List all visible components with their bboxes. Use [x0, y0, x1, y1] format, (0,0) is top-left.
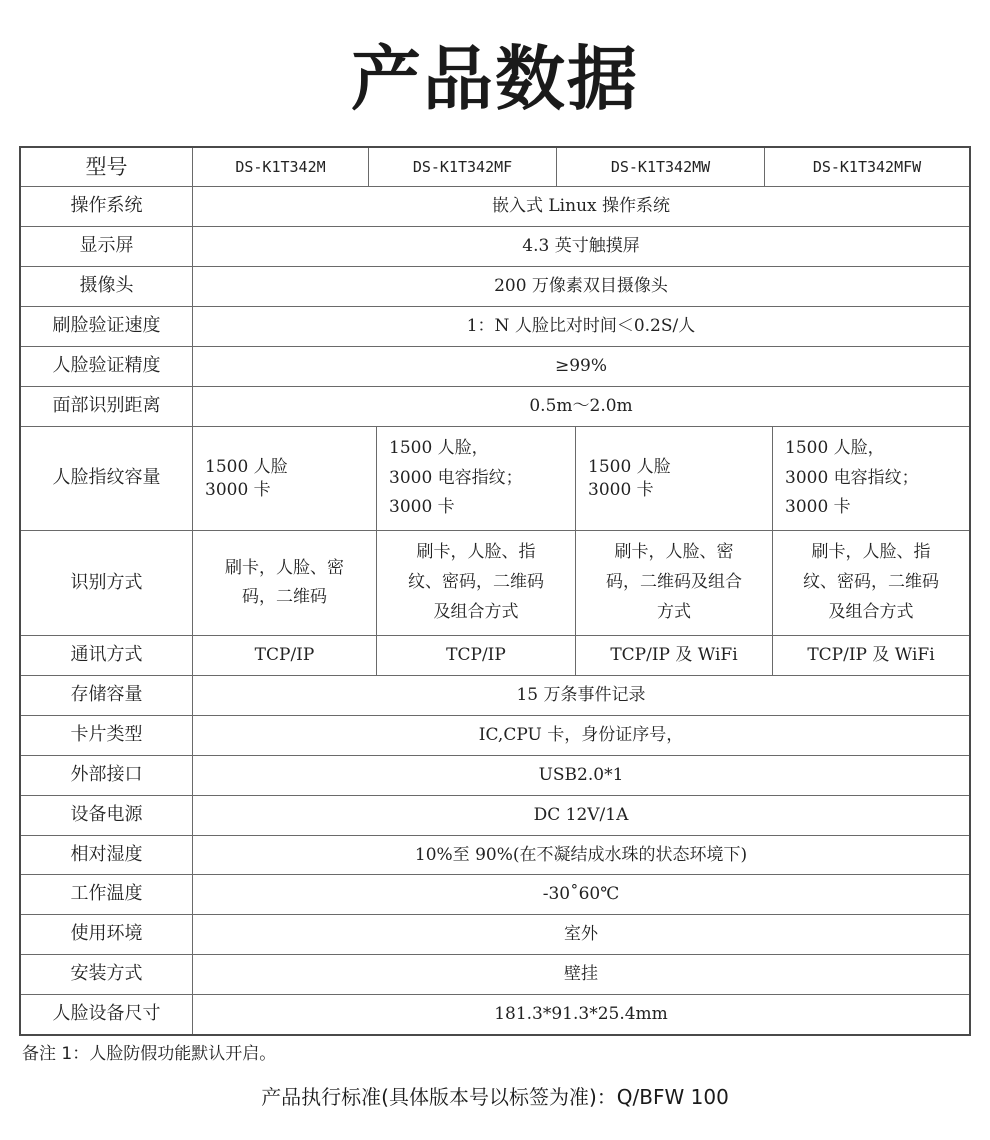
row-value: -30˚60℃: [193, 875, 969, 915]
row-value: 0.5m～2.0m: [193, 387, 969, 427]
row-label: 操作系统: [21, 187, 193, 227]
row-label: 卡片类型: [21, 716, 193, 756]
capacity-cell: 1500 人脸， 3000 电容指纹； 3000 卡: [773, 427, 969, 531]
row-label: 人脸验证精度: [21, 347, 193, 387]
row-value: 200 万像素双目摄像头: [193, 267, 969, 307]
row-label: 设备电源: [21, 796, 193, 836]
capacity-cell: 1500 人脸， 3000 电容指纹； 3000 卡: [377, 427, 576, 531]
row-value: 181.3*91.3*25.4mm: [494, 1004, 668, 1025]
row-label: 通讯方式: [21, 636, 193, 676]
row-value: 嵌入式 Linux 操作系统: [193, 187, 969, 227]
comm-cell: TCP/IP: [193, 636, 377, 676]
recognition-cell: 刷卡，人脸、指 纹、密码，二维码 及组合方式: [773, 531, 969, 636]
row-label: 相对湿度: [21, 836, 193, 875]
header-label: 型号: [21, 148, 193, 187]
spec-table: [19, 146, 971, 1036]
row-value: 1：N 人脸比对时间＜0.2S/人: [193, 307, 969, 347]
comm-cell: TCP/IP 及 WiFi: [773, 636, 969, 676]
row-value: ≥99%: [193, 347, 969, 387]
row-value: 10%至 90%(在不凝结成水珠的状态环境下): [193, 836, 969, 875]
row-label: 人脸设备尺寸: [21, 995, 193, 1034]
recognition-cell: 刷卡，人脸、指 纹、密码，二维码 及组合方式: [377, 531, 576, 636]
row-label: 使用环境: [21, 915, 193, 955]
row-value: 15 万条事件记录: [193, 676, 969, 716]
row-label: 摄像头: [21, 267, 193, 307]
row-label: 人脸指纹容量: [21, 427, 193, 531]
row-label: 存储容量: [21, 676, 193, 716]
row-value: 室外: [193, 915, 969, 955]
recognition-cell: 刷卡，人脸、密 码，二维码及组合 方式: [576, 531, 773, 636]
remark-note: 备注 1：人脸防假功能默认开启。: [22, 1044, 277, 1064]
model-cell: DS-K1T342M: [193, 148, 369, 187]
row-label: 刷脸验证速度: [21, 307, 193, 347]
row-label: 安装方式: [21, 955, 193, 995]
row-label: 面部识别距离: [21, 387, 193, 427]
capacity-cell: 1500 人脸 3000 卡: [193, 427, 377, 531]
capacity-cell: 1500 人脸 3000 卡: [576, 427, 773, 531]
model-cell: DS-K1T342MF: [369, 148, 557, 187]
row-value: IC,CPU 卡，身份证序号，: [193, 716, 969, 756]
model-cell: DS-K1T342MFW: [765, 148, 969, 187]
page-title: 产品数据: [351, 38, 639, 120]
standard-footer: 产品执行标准(具体版本号以标签为准)：Q/BFW 100: [261, 1085, 729, 1109]
comm-cell: TCP/IP: [377, 636, 576, 676]
recognition-cell: 刷卡，人脸、密 码，二维码: [193, 531, 377, 636]
row-label: 显示屏: [21, 227, 193, 267]
row-value: 4.3 英寸触摸屏: [193, 227, 969, 267]
row-label: 工作温度: [21, 875, 193, 915]
row-value: 壁挂: [193, 955, 969, 995]
row-label: 识别方式: [21, 531, 193, 636]
row-label: 外部接口: [21, 756, 193, 796]
row-value: USB2.0*1: [193, 756, 969, 796]
comm-cell: TCP/IP 及 WiFi: [576, 636, 773, 676]
model-cell: DS-K1T342MW: [557, 148, 765, 187]
row-value: DC 12V/1A: [193, 796, 969, 836]
